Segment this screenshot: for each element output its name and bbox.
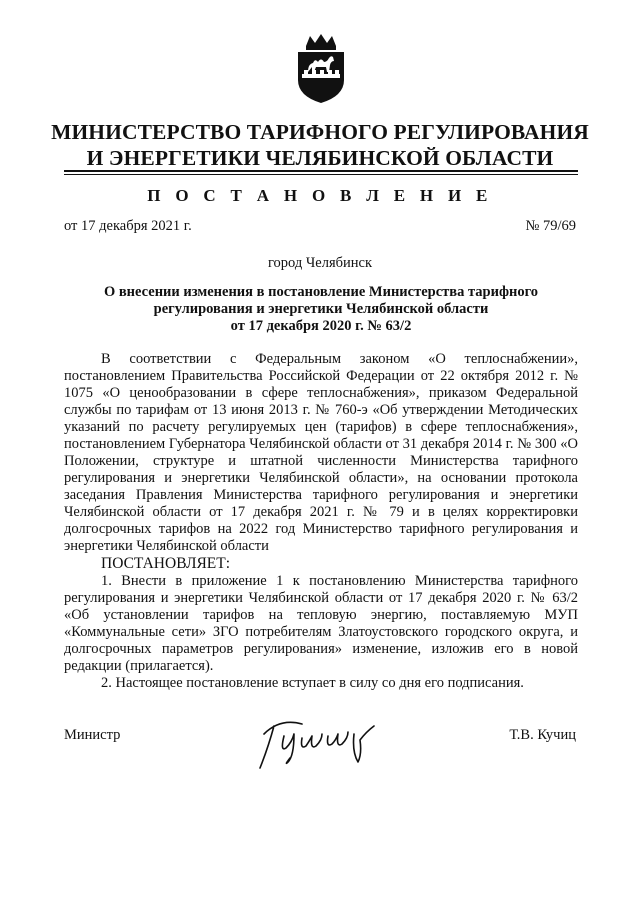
signatory-position: Министр [64, 727, 121, 743]
item-1-paragraph: 1. Внести в приложение 1 к постановлению Министерства тарифного регулирования и энергетики Челябинской области от 17 декабря 2020 г. № 63/2 «Об установлении тарифов на тепловую энергию, поставляемую МУП «Коммунальные сети» ЗГО потребителям Златоустовского городского округа, и долгосрочных параметров регулирования» изменение, изложив его в новой редакции (прилагается). [64, 573, 578, 674]
coat-of-arms-icon [292, 34, 350, 104]
title-line3: от 17 декабря 2020 г. № 63/2 [230, 318, 412, 334]
document-title [64, 284, 578, 335]
ministry-name [40, 119, 600, 171]
document-number: № 79/69 [525, 218, 576, 234]
document-body [64, 351, 578, 692]
decree-word: ПОСТАНОВЛЯЕТ: [101, 555, 231, 572]
document-type: П О С Т А Н О В Л Е Н И Е [147, 186, 493, 205]
item-2-paragraph: 2. Настоящее постановление вступает в силу со дня его подписания. [101, 675, 524, 691]
crown-icon [306, 34, 336, 46]
preamble-paragraph: В соответствии с Федеральным законом «О теплоснабжении», постановлением Правительства Российской Федерации от 22 октября 2012 г. № 1075 «О ценообразовании в сфере теплоснабжения», приказом Федеральной службы по тарифам от 13 июня 2013 г. № 760-э «Об утверждении Методических указаний по расчету регулируемых цен (тарифов) в сфере теплоснабжения», постановлением Губернатора Челябинской области от 31 декабря 2014 г. № 300 «О Положении, структуре и штатной численности Министерства тарифного регулирования и энергетики Челябинской области», на основании протокола заседания Правления Министерства тарифного регулирования и энергетики Челябинской области от 17 декабря 2021 г. № 79 и в целях корректировки долгосрочных тарифов на 2022 год Министерство тарифного регулирования и энергетики Челябинской области [64, 351, 578, 554]
document-date: от 17 декабря 2021 г. [64, 218, 192, 234]
title-line2: регулирования и энергетики Челябинской области [153, 301, 489, 317]
header-divider-thin [64, 174, 578, 175]
header-divider-thick [64, 170, 578, 172]
handwritten-signature [250, 712, 380, 772]
ministry-name-line1: МИНИСТЕРСТВО ТАРИФНОГО РЕГУЛИРОВАНИЯ [51, 120, 589, 144]
signatory-name: Т.В. Кучиц [509, 727, 576, 743]
title-line1: О внесении изменения в постановление Министерства тарифного [103, 284, 539, 300]
ministry-name-line2: И ЭНЕРГЕТИКИ ЧЕЛЯБИНСКОЙ ОБЛАСТИ [86, 146, 554, 170]
document-city: город Челябинск [267, 255, 373, 271]
